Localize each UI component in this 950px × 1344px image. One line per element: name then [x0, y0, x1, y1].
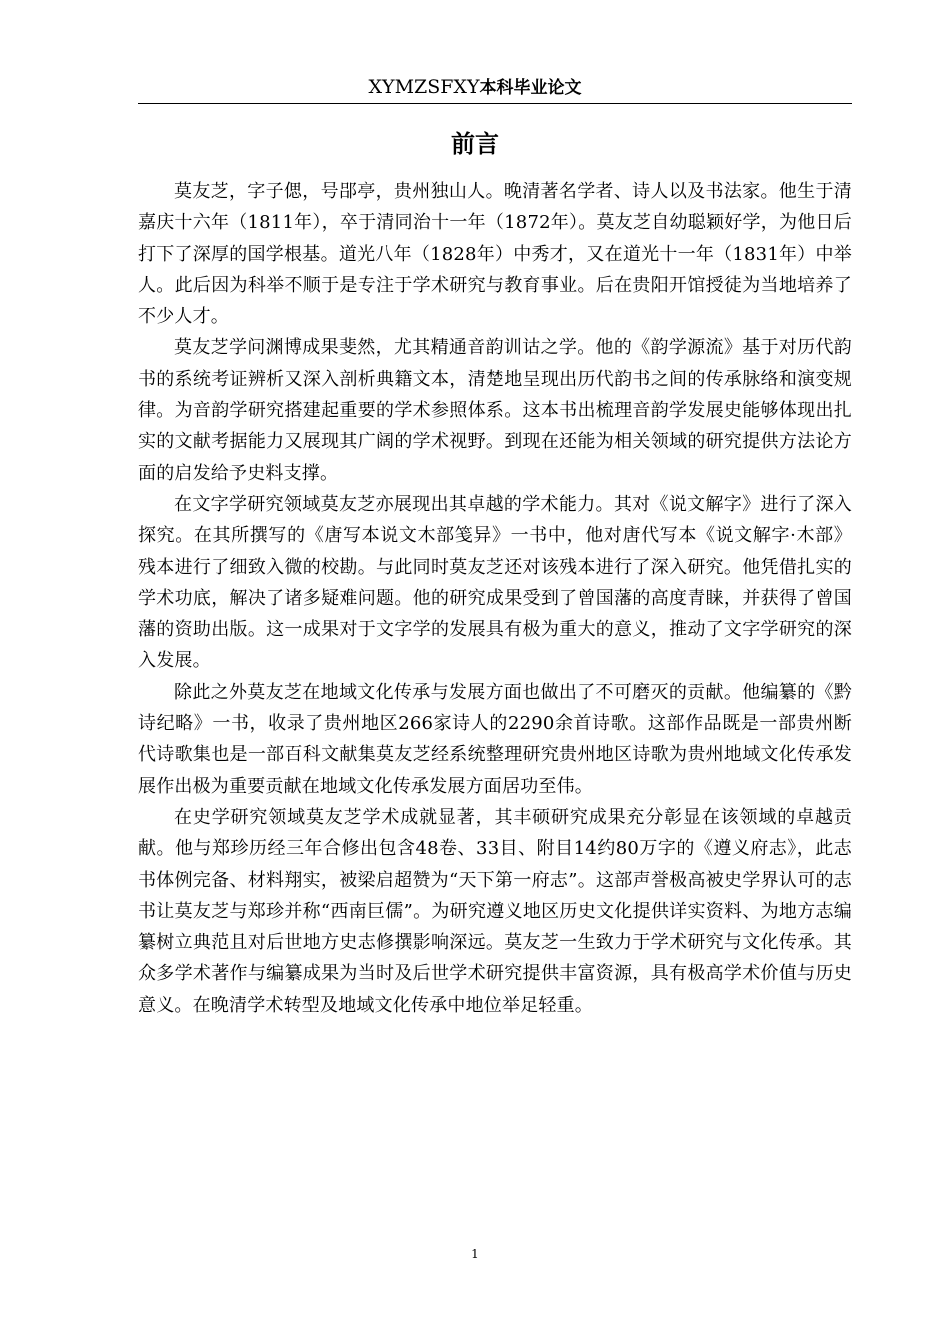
paragraph-2: 莫友芝学问渊博成果斐然，尤其精通音韵训诂之学。他的《韵学源流》基于对历代韵书的系统考证辨析又深入剖析典籍文本，清楚地呈现出历代韵书之间的传承脉络和演变规律。为音韵学研究搭建起重要的学术参照体系。这本书出梳理音韵学发展史能够体现出扎实的文献考据能力又展现其广阔的学术视野。到现在还能为相关领域的研究提供方法论方面的启发给予史料支撑。: [138, 337, 852, 484]
paragraph-3: 在文字学研究领域莫友芝亦展现出其卓越的学术能力。其对《说文解字》进行了深入探究。在其所撰写的《唐写本说文木部笺异》一书中，他对唐代写本《说文解字·木部》残本进行了细致入微的校勘。与此同时莫友芝还对该残本进行了深入研究。他凭借扎实的学术功底，解决了诸多疑难问题。他的研究成果受到了曾国藩的高度青睐，并获得了曾国藩的资助出版。这一成果对于文字学的发展具有极为重大的意义，推动了文字学研究的深入发展。: [138, 493, 852, 672]
header-code: XYMZSFXY: [368, 76, 480, 98]
paragraph-4: 除此之外莫友芝在地域文化传承与发展方面也做出了不可磨灭的贡献。他编纂的《黔诗纪略》一书，收录了贵州地区266家诗人的2290余首诗歌。这部作品既是一部贵州断代诗歌集也是一部百科文献集莫友芝经系统整理研究贵州地区诗歌为贵州地域文化传承发展作出极为重要贡献在地域文化传承发展方面居功至伟。: [138, 681, 852, 797]
paragraph-5: 在史学研究领域莫友芝学术成就显著，其丰硕研究成果充分彰显在该领域的卓越贡献。他与郑珍历经三年合修出包含48卷、33目、附目14约80万字的《遵义府志》，此志书体例完备、材料翔实，被梁启超赞为“天下第一府志”。这部声誉极高被史学界认可的志书让莫友芝与郑珍并称“西南巨儒”。为研究遵义地区历史文化提供详实资料、为地方志编纂树立典范且对后世地方史志修撰影响深远。莫友芝一生致力于学术研究与文化传承。其众多学术著作与编纂成果为当时及后世学术研究提供丰富资源，具有极高学术价值与历史意义。在晚清学术转型及地域文化传承中地位举足轻重。: [138, 806, 852, 1016]
running-header: [0, 74, 950, 101]
page-number: 1: [471, 1247, 479, 1261]
section-title: 前言: [451, 130, 499, 158]
header-divider: [138, 103, 852, 104]
paragraph-1: 莫友芝，字子偲，号郘亭，贵州独山人。晚清著名学者、诗人以及书法家。他生于清嘉庆十六年（1811年），卒于清同治十一年（1872年）。莫友芝自幼聪颖好学，为他日后打下了深厚的国学根基。道光八年（1828年）中秀才，又在道光十一年（1831年）中举人。此后因为科举不顺于是专注于学术研究与教育事业。后在贵阳开馆授徒为当地培养了不少人才。: [138, 181, 852, 328]
header-label: 本科毕业论文: [479, 78, 582, 98]
body-text: [138, 176, 852, 1021]
